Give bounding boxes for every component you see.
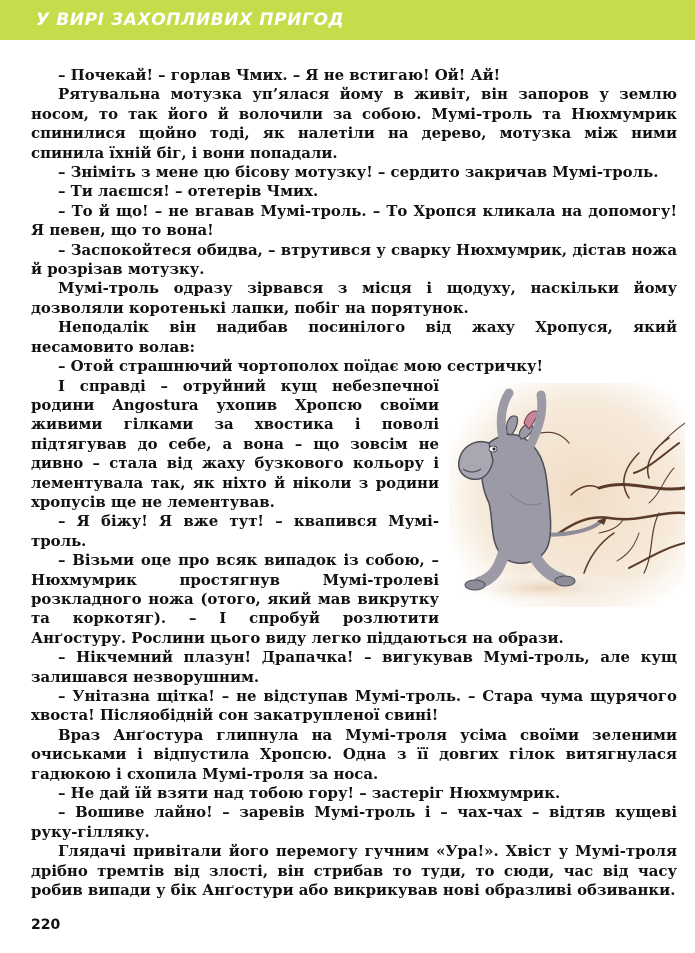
paragraph: – Почекай! – горлав Чмих. – Я не встигаю! Ой! Ай! [58, 66, 501, 84]
paragraph: Неподалік він надибав посинілого від жаху Хропуся, який несамовито волав: [31, 318, 677, 356]
section-title: У ВИРІ ЗАХОПЛИВИХ ПРИГОД [36, 10, 345, 30]
moomin-bush-illustration [449, 383, 685, 607]
paragraph: – Я біжу! Я вже тут! – квапився Мумі-троль. [31, 512, 439, 550]
paragraph: – Унітазна щітка! – не відступав Мумі-троль. – Стара чума щурячого хвоста! Післяобідній сон закатрупленої свині! [31, 687, 677, 725]
paragraph: Глядачі привітали його перемогу гучним «Ура!». Хвіст у Мумі-троля дрібно тремтів від злості, він стрибав то туди, то сюди, час від часу робив випади у бік Анґостури або викрикував нові образливі обзиванки. [31, 842, 677, 900]
paragraph: І справді – отруйний кущ небезпечної родини Angostura ухопив Хропсю своїми живими гілками за хвостика і поволі підтягував до себе, а вона – що зовсім не дивно – стала від жаху бузкового кольору і лементувала так, як ніхто й ніколи з родини хропусів ще не лементував. [31, 376, 439, 511]
paragraph: – Нікчемний плазун! Драпачка! – вигукував Мумі-троль, але кущ залишався незворушним. [31, 648, 677, 686]
paragraph: Рятувальна мотузка уп’ялася йому в живіт, він запоров у землю носом, то так його й волочили за собою. Мумі-троль та Нюхмумрик спинилися щойно тоді, як налетіли на дерево, мотузка між ними спинила їхній біг, і вони попадали. [31, 85, 677, 162]
paragraph: – Отой страшнючий чортополох поїдає мою сестричку! [58, 357, 544, 376]
paragraph: – Вошиве лайно! – заревів Мумі-троль і – чах-чах – відтяв кущеві руку-гілляку. [31, 803, 677, 841]
section-header-bar [0, 0, 695, 40]
page-number: 220 [31, 917, 61, 933]
paragraph: Враз Анґостура глипнула на Мумі-троля усіма своїми зеленими очиськами і відпустила Хропсю. Одна з її довгих гілок витягнулася гадюкою і схопила Мумі-троля за носа. [31, 725, 677, 783]
paragraph: – Заспокойтеся обидва, – втрутився у сварку Нюхмумрик, дістав ножа й розрізав мотузку. [31, 240, 677, 279]
paragraph: – Зніміть з мене цю бісову мотузку! – сердито закричав Мумі-троль. [58, 163, 659, 182]
story-text [31, 66, 677, 900]
paragraph: – То й що! – не вгавав Мумі-троль. – То Хропся кликала на допомогу! Я певен, що то вона! [31, 201, 677, 240]
paragraph: – Ти лаєшся! – отетерів Чмих. [58, 182, 319, 201]
paragraph: Мумі-троль одразу зірвався з місця і щодуху, наскільки йому дозволяли коротенькі лапки, побіг на порятунок. [31, 279, 677, 317]
paragraph: – Візьми оце про всяк випадок із собою, – Нюхмумрик простягнув Мумі-тролеві розкладного ножа (отого, який мав викрутку та коркотяг). – І спробуй розлютити Анґостуру. Рослини цього виду легко піддаються на образи. [31, 551, 564, 647]
paragraph: – Не дай їй взяти над тобою гору! – застеріг Нюхмумрик. [58, 784, 561, 803]
